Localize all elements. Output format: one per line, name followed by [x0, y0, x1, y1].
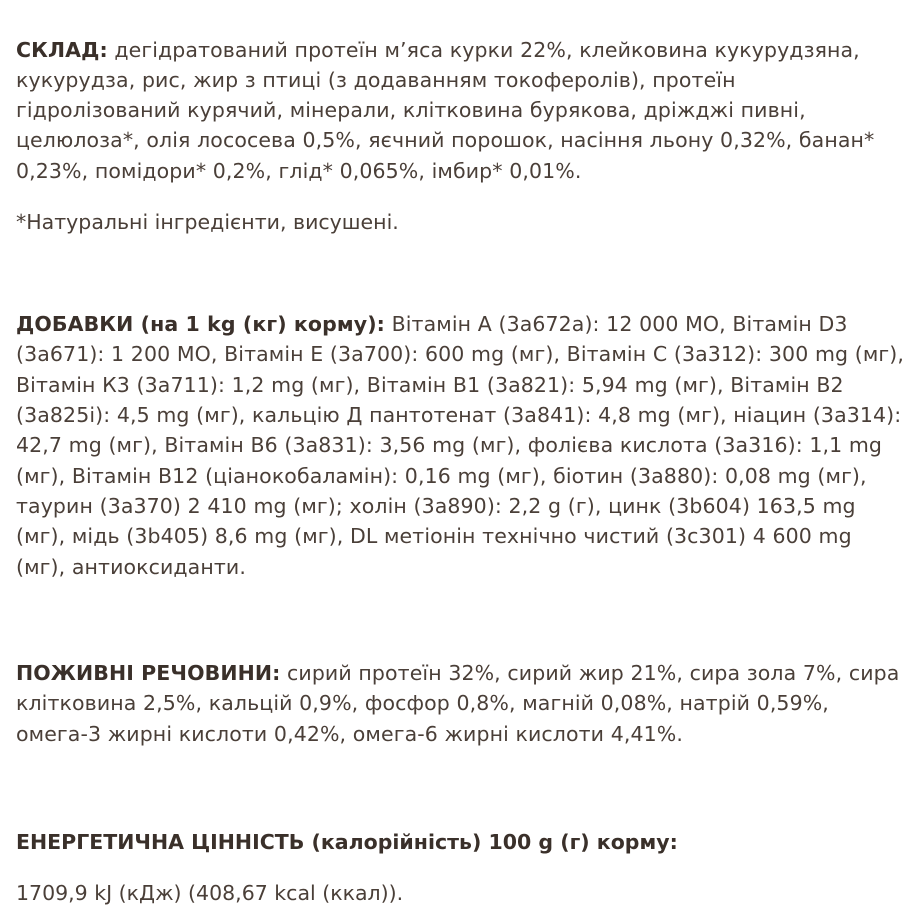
- additives-section: [16, 309, 904, 582]
- additives-body: Вітамін А (3а672а): 12 000 МО, Вітамін D3 (3а671): 1 200 МО, Вітамін Е (3а700): 600 mg (мг), Вітамін С (3а312): 300 mg (мг), Вітамін К3 (3а711): 1,2 mg (мг), Вітамін В1 (3а821): 5,94 mg (мг), Вітамін В2 (3а825і): 4,5 mg (мг), кальцію Д пантотенат (3а841): 4,8 mg (мг), ніацин (3а314): 42,7 mg (мг), Вітамін В6 (3а831): 3,56 mg (мг), фолієва кислота (3а316): 1,1 mg (мг), Вітамін В12 (ціанокобаламін): 0,16 mg (мг), біотин (3а880): 0,08 mg (мг), таурин (3а370) 2 410 mg (мг); холін (3а890): 2,2 g (г), цинк (3b604) 163,5 mg (мг), мідь (3b405) 8,6 mg (мг), DL метіонін технічно чистий (3с301) 4 600 mg (мг), антиоксиданти.: [16, 311, 904, 579]
- nutrients-paragraph: [16, 658, 904, 749]
- ingredients-section: [16, 35, 904, 237]
- ingredients-footnote: *Натуральні інгредієнти, висушені.: [16, 209, 399, 234]
- nutrients-section: [16, 658, 904, 749]
- energy-section: [16, 827, 904, 908]
- nutrients-body: сирий протеїн 32%, сирий жир 21%, сира зола 7%, сира клітковина 2,5%, кальцій 0,9%, фосфор 0,8%, магній 0,08%, натрій 0,59%, омега-3 жирні кислоти 0,42%, омега-6 жирні кислоти 4,41%.: [16, 660, 900, 746]
- ingredients-paragraph: [16, 35, 904, 187]
- additives-heading: ДОБАВКИ (на 1 kg (кг) корму):: [16, 311, 385, 336]
- ingredients-body: дегідратований протеїн м’яса курки 22%, клейковина кукурудзяна, кукурудза, рис, жир з птиці (з додаванням токоферолів), протеїн гідролізований курячий, мінерали, клітковина бурякова, дріжджі пивні, целюлоза*, олія лососева 0,5%, яєчний порошок, насіння льону 0,32%, банан* 0,23%, помідори* 0,2%, глід* 0,065%, імбир* 0,01%.: [16, 37, 875, 183]
- energy-heading: ЕНЕРГЕТИЧНА ЦІННІСТЬ (калорійність) 100 g (г) корму:: [16, 829, 678, 854]
- nutrients-heading: ПОЖИВНІ РЕЧОВИНИ:: [16, 660, 281, 685]
- additives-paragraph: [16, 309, 904, 582]
- ingredients-heading: СКЛАД:: [16, 37, 108, 62]
- energy-value: 1709,9 kJ (кДж) (408,67 kcal (ккал)).: [16, 880, 404, 905]
